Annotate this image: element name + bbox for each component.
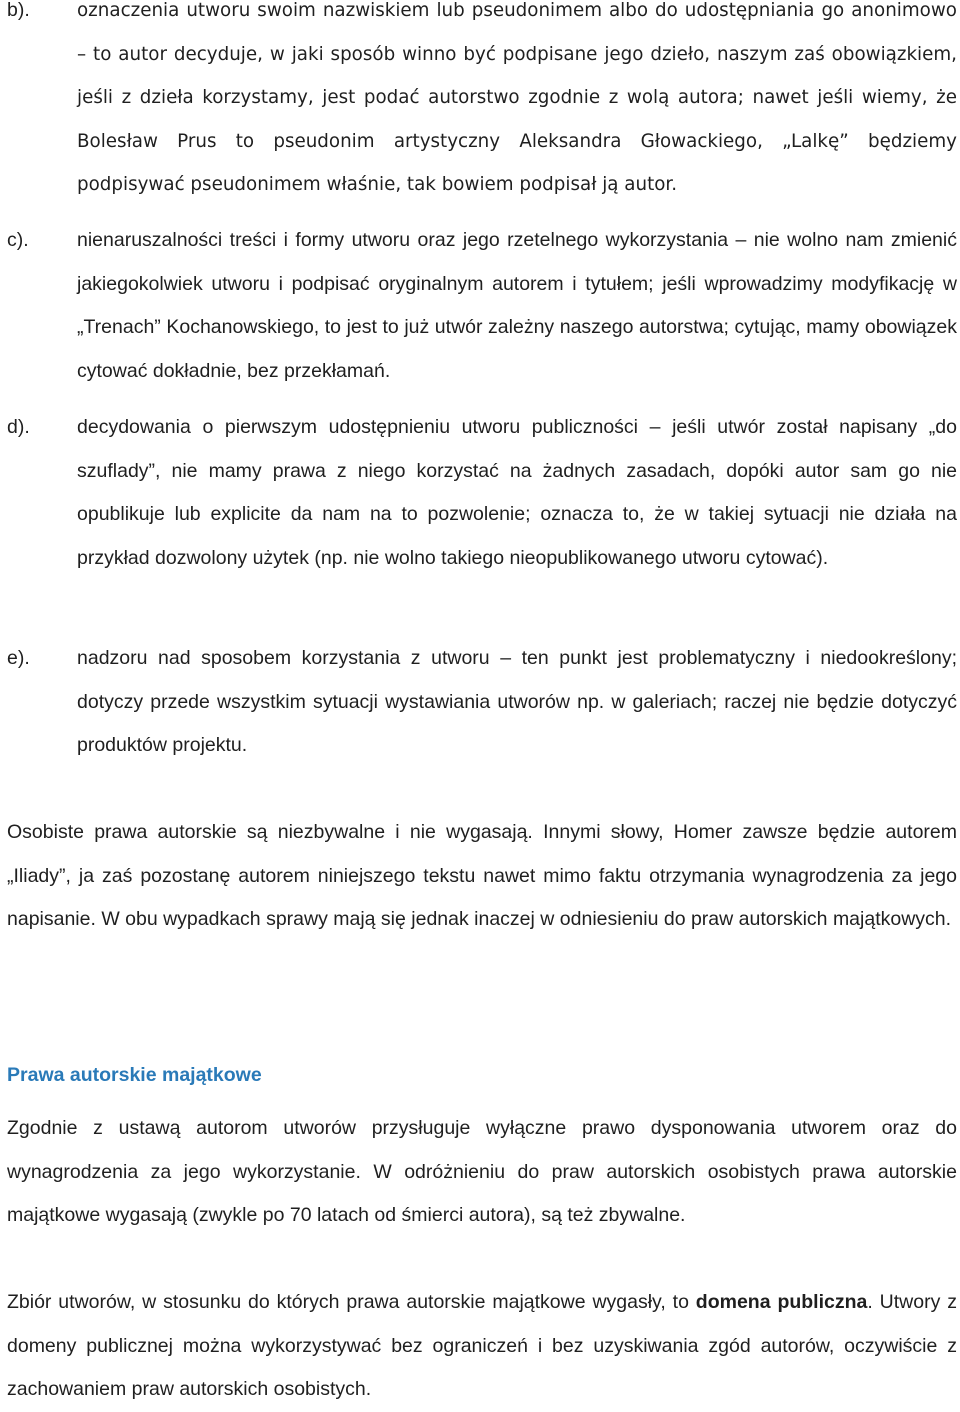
paragraph-text: . Utwory z domeny publicznej można wykorzystywać bez ograniczeń i bez uzyskiwania zgód autorów, oczywiście z zachowaniem praw autorskich osobistych. [7,1291,957,1400]
paragraph-public-domain [7,1281,957,1412]
list-marker: c). [7,229,29,251]
list-item-e [7,637,957,768]
list-item-c [7,219,957,393]
paragraph-personal-rights: Osobiste prawa autorskie są niezbywalne i nie wygasają. Innymi słowy, Homer zawsze będzie autorem „Iliady”, ja zaś pozostanę autorem niniejszego tekstu nawet mimo faktu otrzymania wynagrodzenia za jego napisanie. W obu wypadkach sprawy mają się jednak inaczej w odniesieniu do praw autorskich majątkowych. [7,821,957,930]
list-marker: e). [7,647,30,669]
list-item-text: nienaruszalności treści i formy utworu oraz jego rzetelnego wykorzystania – nie wolno nam zmienić jakiegokolwiek utworu i podpisać oryginalnym autorem i tytułem; jeśli wprowadzimy modyfikację w „Trenach” Kochanowskiego, to jest to już utwór zależny naszego autorstwa; cytując, mamy obowiązek cytować dokładnie, bez przekłamań. [77,229,957,382]
term-public-domain: domena publiczna [695,1291,868,1313]
paragraph-property-rights: Zgodnie z ustawą autorom utworów przysługuje wyłączne prawo dysponowania utworem oraz do wynagrodzenia za jego wykorzystanie. W odróżnieniu do praw autorskich osobistych prawa autorskie majątkowe wygasają (zwykle po 70 latach od śmierci autora), są też zbywalne. [7,1117,957,1226]
list-item-d [7,406,957,580]
list-item-text: decydowania o pierwszym udostępnieniu utworu publiczności – jeśli utwór został napisany „do szuflady”, nie mamy prawa z niego korzystać na żadnych zasadach, dopóki autor sam go nie opublikuje lub explicite da nam na to pozwolenie; oznacza to, że w takiej sytuacji nie działa na przykład dozwolony użytek (np. nie wolno takiego nieopublikowanego utworu cytować). [77,416,957,569]
list-item-text: oznaczenia utworu swoim nazwiskiem lub pseudonimem albo do udostępniania go anonimowo – to autor decyduje, w jaki sposób winno być podpisane jego dzieło, naszym zaś obowiązkiem, jeśli z dzieła korzystamy, jest podać autorstwo zgodnie z wolą autora; nawet jeśli wiemy, że Bolesław Prus to pseudonim artystyczny Aleksandra Głowackiego, „Lalkę” będziemy podpisywać pseudonimem właśnie, tak bowiem podpisał ją autor. [77,0,957,195]
list-marker: d). [7,416,30,438]
list-marker: b). [7,0,30,21]
paragraph-text: Zbiór utworów, w stosunku do których prawa autorskie majątkowe wygasły, to [7,1291,696,1313]
section-heading: Prawa autorskie majątkowe [7,1064,262,1086]
list-item-b [7,0,957,207]
list-item-text: nadzoru nad sposobem korzystania z utworu – ten punkt jest problematyczny i niedookreślony; dotyczy przede wszystkim sytuacji wystawiania utworów np. w galeriach; raczej nie będzie dotyczyć produktów projektu. [77,647,957,756]
